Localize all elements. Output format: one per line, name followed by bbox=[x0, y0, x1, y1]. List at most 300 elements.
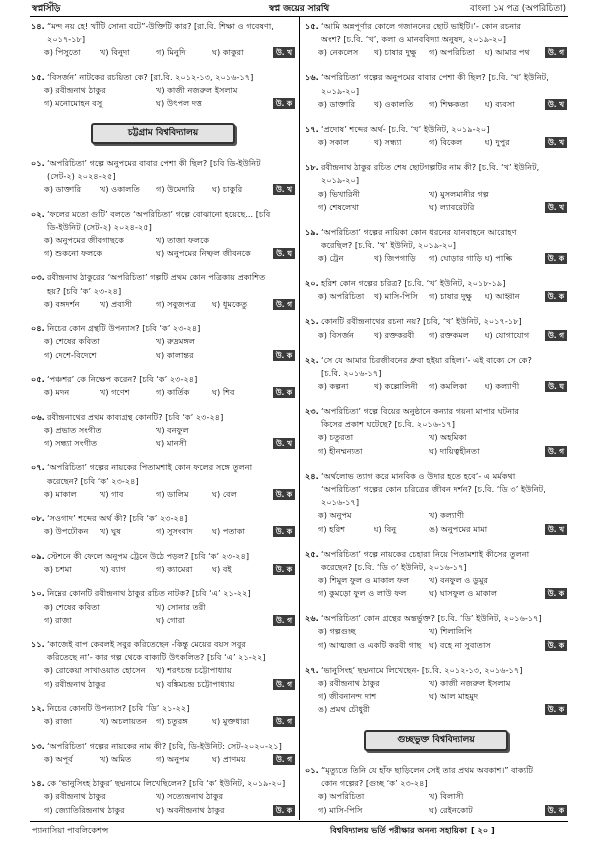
answer-badge: উ. গ bbox=[545, 47, 567, 58]
answer-option: ক) অনুপমের জীবগাছকে bbox=[44, 234, 124, 245]
question-text: কোনটি রবীন্দ্রনাথের রচনা নয়? [চবি, ‘খ’ ইউনিট, ২০১৭-১৮] bbox=[321, 316, 522, 327]
subject-title: বাংলা ১ম পত্র (অপরিচিতা) bbox=[470, 4, 566, 14]
question-number: ১৩. bbox=[31, 740, 45, 751]
answer-option: ঘ) পাল্কি bbox=[484, 253, 513, 264]
options-row bbox=[305, 329, 567, 342]
answer-option: ঘ) দুপুর bbox=[484, 137, 510, 148]
answer-option: ঘ) রেইনকোট bbox=[429, 804, 473, 815]
question-line bbox=[305, 71, 567, 84]
answer-option: ঘ) অনুপমের নিষ্ফল জীবনকে bbox=[156, 248, 251, 259]
options-row bbox=[31, 804, 295, 817]
question-line bbox=[305, 239, 567, 252]
answer-badge: উ. গ bbox=[273, 754, 295, 765]
question-number: ১২. bbox=[31, 703, 45, 714]
question-number: ১৮. bbox=[305, 162, 319, 173]
section-title: চট্টগ্রাম বিশ্ববিদ্যালয় bbox=[91, 123, 235, 144]
answer-badge: উ. গ bbox=[273, 716, 295, 727]
question-line bbox=[31, 740, 295, 753]
question-number: ২৫. bbox=[305, 548, 319, 559]
answer-badge: উ. ক bbox=[273, 387, 295, 398]
answer-option: গ) রবীন্দ্রনাথ ঠাকুর bbox=[44, 678, 106, 689]
options-row bbox=[305, 380, 567, 393]
question-line bbox=[31, 777, 295, 790]
question-text: রবীন্দ্রনাথ ঠাকুরের ‘অপরিচিতা’ গল্পটি প্রথম কোন পত্রিকায় প্রকাশিত bbox=[47, 272, 266, 283]
answer-option: গ) কমলিকা bbox=[429, 381, 467, 392]
answer-option: ক) মাকাল bbox=[44, 488, 77, 499]
question-text: স্টেশনে কী ফেলে অনুপম ট্রেনে উঠে পড়ল? [চবি ‘ক’ ২৩-২৪] bbox=[47, 550, 250, 561]
answer-badge: উ. ক bbox=[545, 588, 567, 599]
answer-option: ঘ) আল মাহমুদ bbox=[429, 690, 479, 701]
answer-option: গ) রাজা bbox=[44, 614, 72, 625]
answer-option: খ) বিনুদা bbox=[100, 47, 130, 58]
answer-option: খ) বনফুল bbox=[156, 424, 189, 435]
answer-option: ক) সকাল bbox=[318, 137, 350, 148]
answer-option: খ) কল্যাণী bbox=[429, 510, 465, 521]
answer-option: খ) শরৎচন্দ্র চট্টোপাধ্যায় bbox=[156, 665, 232, 676]
question-line bbox=[305, 483, 567, 496]
question-number: ০৮. bbox=[31, 513, 45, 524]
question-text: কোন গল্পের? [গুচ্ছ ‘ক’ ২৩-২৪] bbox=[321, 778, 428, 789]
question-number: ২৪. bbox=[305, 470, 319, 481]
answer-option: ক) গল্পগুচ্ছ bbox=[318, 626, 356, 637]
question-text: ‘সে যে আমার চিরজীবনের ধ্রুবা হইয়া রহিল।’- এই বাক্যে সে কে? bbox=[321, 354, 532, 365]
answer-option: ঘ) মানসী bbox=[156, 438, 187, 448]
answer-option: গ) শিক্ষকতা bbox=[429, 98, 469, 109]
question-line bbox=[31, 322, 295, 335]
question-line bbox=[305, 612, 567, 625]
options-row bbox=[305, 188, 567, 201]
options-row bbox=[305, 445, 567, 458]
answer-badge: উ. গ bbox=[273, 679, 295, 690]
question-number: ০৬. bbox=[31, 411, 45, 422]
answer-option: গ) সুসংবাদ bbox=[156, 526, 193, 537]
question-item bbox=[305, 664, 567, 717]
options-row bbox=[305, 46, 567, 59]
answer-option: ঘ) মুক্তধারা bbox=[212, 716, 250, 727]
question-item bbox=[305, 71, 567, 111]
question-text: করেছিল? [চ.বি. ‘খ’ ইউনিট, ২০১৯-২০] bbox=[321, 239, 456, 250]
answer-option: ক) মদন bbox=[44, 387, 70, 398]
options-row bbox=[305, 574, 567, 587]
options-row bbox=[31, 614, 295, 627]
question-text: ‘প্রদোষ’ শব্দের অর্থ- [চ.বি. ‘খ’ ইউনিট, ২০১৯-২০] bbox=[321, 123, 490, 134]
question-item bbox=[305, 226, 567, 266]
question-text: রবীন্দ্রনাথের প্রথম কাব্যগ্রন্থ কোনটি? [চবি ‘ক’ ২৩-২৪] bbox=[47, 411, 224, 422]
question-line bbox=[305, 123, 567, 136]
answer-badge: উ. ক bbox=[273, 350, 295, 361]
question-text: ‘অপরিচিতা’ গল্পের নায়িকা কোন ধরনের যানবাহনে আরোহণ bbox=[321, 226, 517, 237]
options-row bbox=[305, 136, 567, 149]
question-line bbox=[305, 764, 567, 777]
question-line bbox=[305, 470, 567, 483]
question-line bbox=[305, 496, 567, 509]
question-number: ০১. bbox=[305, 765, 319, 776]
answer-option: গ) জ্যোতিরিন্দ্রনাথ ঠাকুর bbox=[44, 804, 125, 815]
question-text: ২০১৯-২০] bbox=[321, 175, 360, 186]
question-number: ২৩. bbox=[305, 406, 319, 417]
answer-option: গ) আত্মজা ও একটি করবী গাছ bbox=[318, 639, 422, 650]
question-number: ০২. bbox=[31, 208, 45, 219]
question-line bbox=[305, 561, 567, 574]
answer-option: খ) কাজী নজরুল ইসলাম bbox=[156, 84, 238, 95]
question-number: ০৪. bbox=[31, 323, 45, 334]
question-item bbox=[305, 161, 567, 214]
answer-option: খ) বিলাসী bbox=[429, 791, 464, 802]
answer-option: খ) ওকালতি bbox=[100, 184, 140, 195]
options-row bbox=[31, 790, 295, 803]
options-row bbox=[305, 625, 567, 638]
question-item bbox=[305, 354, 567, 394]
answer-badge: উ. গ bbox=[273, 299, 295, 310]
answer-option: খ) কল্লোলিনী bbox=[373, 381, 418, 392]
answer-option: গ) অনুপম bbox=[156, 753, 190, 764]
answer-option: গ) মনোমোহন বসু bbox=[44, 98, 103, 109]
options-row bbox=[305, 431, 567, 444]
question-line bbox=[31, 157, 295, 170]
question-text: ‘পঞ্চশর’ কে নিক্ষেপ করেন? [চবি ‘ক’ ২৩-২৪] bbox=[47, 374, 198, 385]
answer-option: খ) অমিত bbox=[100, 753, 132, 764]
answer-badge: উ. খ bbox=[545, 137, 567, 148]
answer-option: ক) অপরিচিতা bbox=[318, 791, 365, 802]
question-text: ২০১৯-২০] bbox=[321, 85, 360, 96]
question-text: রবীন্দ্রনাথ ঠাকুর রচিত শেষ ছোটগল্পটির নাম কী? [চ.বি. ‘খ’ ইউনিট, bbox=[321, 162, 540, 173]
question-text: ২০১৭-১৮] bbox=[47, 34, 86, 45]
section-header bbox=[31, 122, 295, 146]
answer-option: গ) ক্যামেরা bbox=[156, 563, 193, 574]
options-row bbox=[31, 183, 295, 196]
answer-option: খ) বনফুল ও ডুমুর bbox=[429, 574, 489, 585]
answer-option: খ) ঘুষ bbox=[100, 526, 121, 537]
options-row bbox=[31, 234, 295, 247]
question-item bbox=[31, 550, 295, 576]
question-number: ১৫. bbox=[31, 71, 45, 82]
question-item bbox=[305, 764, 567, 817]
question-text: অংশ? [চ.বি. ‘খ’, কলা ও মানববিদ্যা অনুষদ, ২০১৯-২০] bbox=[321, 34, 506, 45]
answer-badge: উ. ঘ bbox=[545, 381, 567, 392]
answer-option: ক) রাজা bbox=[44, 716, 73, 727]
answer-option: গ) হরিশ bbox=[318, 523, 346, 534]
answer-badge: উ. ক bbox=[545, 704, 567, 715]
question-line bbox=[305, 405, 567, 418]
question-number: ২০. bbox=[305, 278, 319, 289]
options-row bbox=[305, 509, 567, 522]
answer-option: খ) শিলালিপি bbox=[429, 626, 473, 637]
answer-option: ঘ) কল্যাণী bbox=[484, 381, 520, 392]
answer-option: ঘ) ল্যাবরেটরি bbox=[429, 201, 475, 212]
answer-option: ঘ) কাকুরা bbox=[212, 47, 244, 58]
answer-badge: উ. ক bbox=[273, 526, 295, 537]
answer-badge: উ. গ bbox=[273, 615, 295, 626]
options-row bbox=[31, 525, 295, 538]
answer-option: ক) রবীন্দ্রনাথ ঠাকুর bbox=[44, 791, 106, 802]
answer-option: ক) ডাক্তারি bbox=[44, 184, 82, 195]
options-row bbox=[305, 290, 567, 303]
answer-badge: উ. খ bbox=[273, 438, 295, 449]
answer-option: খ) কাজী নজরুল ইসলাম bbox=[429, 677, 511, 688]
answer-option: ক) রোকেয়া সাখাওয়াত হোসেন bbox=[44, 665, 146, 676]
question-number: ০৯. bbox=[31, 550, 45, 561]
question-line bbox=[31, 20, 295, 33]
footer-tagline: বিশ্ববিদ্যালয় ভর্তি পরীক্ষার অনন্য সহায়িকা bbox=[330, 825, 467, 835]
options-row bbox=[305, 587, 567, 600]
question-item bbox=[305, 612, 567, 652]
options-row bbox=[31, 97, 295, 110]
question-number: ১৬. bbox=[305, 72, 319, 83]
answer-option: গ) সন্ধ্যা সংগীত bbox=[44, 438, 98, 448]
answer-badge: উ. গ bbox=[545, 330, 567, 341]
question-line bbox=[31, 71, 295, 84]
series-title: স্বপ্নসিঁড়ি bbox=[32, 4, 61, 14]
question-number: ২৭. bbox=[305, 664, 319, 675]
options-row bbox=[31, 46, 295, 59]
answer-badge: উ. ক bbox=[273, 564, 295, 575]
options-row bbox=[305, 252, 567, 265]
options-row bbox=[305, 790, 567, 803]
question-line bbox=[31, 373, 295, 386]
options-row bbox=[31, 247, 295, 260]
options-row bbox=[31, 753, 295, 766]
answer-badge: উ. খ bbox=[545, 99, 567, 110]
question-line bbox=[31, 170, 295, 183]
question-line bbox=[31, 512, 295, 525]
answer-option: ঘ) বেল bbox=[212, 488, 237, 499]
options-row bbox=[31, 84, 295, 97]
question-text: হরিশ কোন গল্পের চরিত্র? [চ.বি. ‘খ’ ইউনিট, ২০১৮-১৯] bbox=[321, 278, 506, 289]
question-line bbox=[31, 651, 295, 664]
answer-option: খ) মুসলমানীর গল্প bbox=[429, 188, 489, 199]
answer-option: ঘ) বহে না সুবাতাস bbox=[429, 639, 491, 650]
footer-tagline-group bbox=[330, 823, 495, 838]
options-row bbox=[31, 386, 295, 399]
answer-option: ঘ) বিনু bbox=[373, 523, 397, 534]
question-line bbox=[31, 271, 295, 284]
answer-option: ক) শেষের কবিতা bbox=[44, 601, 100, 612]
question-line bbox=[305, 315, 567, 328]
options-row bbox=[31, 349, 295, 362]
answer-option: গ) চাষার দুক্ষু bbox=[429, 291, 472, 302]
publisher-name: প্যানাসিয়া পাবলিকেশন্স bbox=[32, 825, 109, 835]
question-text: [চ.বি. ২০১৬-১৭] bbox=[321, 367, 382, 378]
answer-option: ক) শেষের কবিতা bbox=[44, 336, 100, 347]
answer-badge: উ. খ bbox=[273, 47, 295, 58]
answer-option: ক) রবীন্দ্রনাথ ঠাকুর bbox=[318, 677, 380, 688]
question-item bbox=[31, 71, 295, 111]
options-row bbox=[31, 715, 295, 728]
question-item bbox=[31, 512, 295, 538]
answer-option: খ) সত্যেন্দ্রনাথ ঠাকুর bbox=[156, 791, 224, 802]
question-number: ১৪. bbox=[31, 21, 45, 31]
options-row bbox=[305, 639, 567, 652]
answer-option: খ) অচলায়তন bbox=[100, 716, 148, 727]
question-text: করিতেছে না’- কার গল্প থেকে বাক্যটি উৎকলিত? [চবি ‘এ’ ২১-২২] bbox=[47, 652, 266, 663]
answer-option: ক) প্রভাত সংগীত bbox=[44, 424, 102, 435]
options-row bbox=[305, 804, 567, 817]
question-line bbox=[305, 226, 567, 239]
question-line bbox=[31, 208, 295, 221]
question-text: ডি-ইউনিট (সেট-২) ২০২৪-২৫] bbox=[47, 221, 152, 232]
question-line bbox=[31, 638, 295, 651]
question-item bbox=[31, 461, 295, 501]
question-line bbox=[305, 161, 567, 174]
question-text: নিচের কোনটি উপন্যাস? [চবি ‘ডি’ ২১-২২] bbox=[47, 703, 190, 714]
answer-option: গ) দেশে-বিদেশে bbox=[44, 349, 97, 360]
question-line bbox=[305, 418, 567, 431]
question-item bbox=[305, 548, 567, 601]
answer-option: ঘ) গোরা bbox=[156, 614, 185, 625]
answer-badge: উ. ক bbox=[273, 489, 295, 500]
answer-badge: উ. ক bbox=[545, 805, 567, 816]
options-row bbox=[31, 563, 295, 576]
answer-option: ঘ) যোগাযোগ bbox=[484, 329, 530, 340]
question-line bbox=[305, 354, 567, 367]
answer-option: গ) জীবনানন্দ দাশ bbox=[318, 690, 377, 701]
right-column bbox=[305, 20, 567, 817]
section-title: গুচ্ছভুক্ত বিশ্ববিদ্যালয় bbox=[364, 730, 508, 751]
question-line bbox=[31, 285, 295, 298]
question-line bbox=[305, 548, 567, 561]
answer-option: ক) অপরিচিতা bbox=[318, 291, 365, 302]
question-item bbox=[305, 470, 567, 536]
column-divider bbox=[299, 17, 300, 820]
answer-option: ঘ) শিব bbox=[212, 387, 235, 398]
answer-badge: উ. ক bbox=[545, 291, 567, 302]
question-item bbox=[305, 123, 567, 149]
question-item bbox=[31, 638, 295, 691]
options-row bbox=[31, 664, 295, 677]
options-row bbox=[31, 488, 295, 501]
running-header bbox=[30, 3, 568, 17]
answer-badge: উ. ক bbox=[545, 253, 567, 264]
answer-option: খ) গণেশ bbox=[100, 387, 130, 398]
answer-option: ঙ) অনুপমের মামা bbox=[429, 523, 488, 534]
page-number: [ ২০ ] bbox=[470, 825, 495, 835]
question-text: ‘ভানুসিংহ’ ছদ্মনামে লিখেছেন- [চ.বি. ২০১২-১৩, ২০১৬-১৭] bbox=[321, 664, 523, 675]
question-text: (সেট-২) ২০২৪-২৫] bbox=[47, 170, 116, 181]
options-row bbox=[305, 98, 567, 111]
question-text: ‘অপরিচিতা’ গল্পে অনুপমের বাবার পেশা কী ছিল? [চবি ডি-ইউনিট bbox=[47, 157, 261, 168]
answer-option: ঘ) চাকুরি bbox=[212, 184, 243, 195]
question-text: কে ‘ভানুসিংহ ঠাকুর’ ছদ্মনামে লিখেছিলেন? [চবি ‘ক’ ইউনিট, ২০১৯-২০] bbox=[47, 778, 286, 789]
answer-option: ক) শিমুল ফুল ও মাকাল ফল bbox=[318, 574, 410, 585]
answer-badge: উ. গ bbox=[545, 446, 567, 457]
question-item bbox=[31, 777, 295, 817]
answer-option: গ) হীনম্মন্যতা bbox=[318, 445, 363, 456]
options-row bbox=[31, 601, 295, 614]
question-item bbox=[31, 740, 295, 766]
answer-option: ঘ) উৎপল দত্ত bbox=[156, 98, 203, 109]
options-row bbox=[305, 523, 567, 536]
answer-option: খ) অহমিকা bbox=[429, 432, 467, 443]
answer-option: গ) কার্তিক bbox=[156, 387, 190, 398]
left-column bbox=[31, 20, 295, 817]
question-text: কিসের প্রকাশ ঘটেছে? [চ.বি. ২০১৬-১৭] bbox=[321, 419, 455, 430]
answer-option: ঘ) ধূমকেতু bbox=[212, 298, 248, 309]
question-line bbox=[305, 777, 567, 790]
answer-option: ঘ) পতাকা bbox=[212, 526, 246, 537]
question-line bbox=[31, 475, 295, 488]
question-number: ০১. bbox=[31, 157, 45, 168]
question-line bbox=[305, 367, 567, 380]
question-text: “মন্দ নয় হে! খাঁটি সোনা বটে”-উক্তিটি কার? [রা.বি. শিক্ষা ও গবেষণা, bbox=[47, 21, 274, 31]
answer-option: খ) ওকালতি bbox=[373, 98, 414, 109]
question-item bbox=[305, 315, 567, 341]
answer-option: ক) বঙ্গদর্শন bbox=[44, 298, 80, 309]
answer-option: ক) ভিখারিনী bbox=[318, 188, 360, 199]
answer-badge: উ. খ bbox=[545, 524, 567, 535]
answer-option: খ) রক্তকরবী bbox=[373, 329, 415, 340]
question-text: হয়? [চবি ‘ক’ ২৩-২৪] bbox=[47, 285, 122, 296]
question-item bbox=[305, 405, 567, 458]
question-number: ১০. bbox=[31, 588, 45, 599]
question-number: ১১. bbox=[31, 639, 45, 650]
question-line bbox=[305, 277, 567, 290]
answer-option: ঘ) আমার পথ bbox=[484, 47, 530, 58]
answer-option: ক) চশমা bbox=[44, 563, 72, 574]
question-item bbox=[31, 20, 295, 60]
question-line bbox=[31, 587, 295, 600]
question-text: করেছেন? [চবি ‘ক’ ২৩-২৪] bbox=[47, 475, 139, 486]
question-text: ‘সওগাদ’ শব্দের অর্থ কী? [চবি ‘ক’ ২৩-২৪] bbox=[47, 513, 188, 524]
question-number: ০৭. bbox=[31, 462, 45, 473]
question-text: ২০১৬-১৭] bbox=[321, 497, 360, 508]
answer-option: গ) সবুজপত্র bbox=[156, 298, 197, 309]
question-line bbox=[305, 85, 567, 98]
tagline-title: স্বপ্ন জয়ের সারথি bbox=[268, 4, 330, 14]
answer-option: খ) সন্ধ্যা bbox=[373, 137, 402, 148]
question-number: ১৫. bbox=[305, 21, 319, 31]
answer-option: ঘ) ব্যবসা bbox=[484, 98, 515, 109]
question-item bbox=[31, 271, 295, 311]
question-line bbox=[31, 221, 295, 234]
answer-option: গ) রক্তকমল bbox=[429, 329, 469, 340]
answer-option: খ) জিপগাড়ি bbox=[373, 253, 416, 264]
question-item bbox=[31, 157, 295, 197]
question-number: ২২. bbox=[305, 354, 319, 365]
question-text: নিম্নের কোনটি রবীন্দ্রনাথ ঠাকুর রচিত নাটক? [চবি ‘এ’ ২১-২২] bbox=[47, 588, 251, 599]
question-line bbox=[31, 33, 295, 46]
answer-option: গ) মিনুদি bbox=[156, 47, 186, 58]
answer-option: ক) চতুরতা bbox=[318, 432, 354, 443]
answer-option: ক) ডাক্তারি bbox=[318, 98, 356, 109]
options-row bbox=[31, 437, 295, 450]
answer-option: গ) শুকনো ফলকে bbox=[44, 248, 103, 259]
question-item bbox=[305, 277, 567, 303]
question-text: “মৃত্যুতে তিনি যে হাঁফ ছাড়িলেন সেই তার প্রথম অবকাশ।” বাক্যটি bbox=[321, 765, 533, 776]
question-line bbox=[31, 411, 295, 424]
question-text: ‘অপরিচিতা’ গল্পের নায়কের পিতামশাই কোন ফলের সঙ্গে তুলনা bbox=[47, 462, 253, 473]
options-row bbox=[31, 298, 295, 311]
options-row bbox=[305, 201, 567, 214]
question-item bbox=[31, 322, 295, 362]
answer-option: খ) তাজা ফলকে bbox=[156, 234, 210, 245]
question-text: ‘ফলের মতো গুটি’ বলতে ‘অপরিচিতা’ গল্পে বোঝানো হয়েছে... [চবি bbox=[47, 208, 271, 219]
question-text: করেছেন? [চ.বি. ‘ডি ৩’ ইউনিট, ২০১৬-১৭] bbox=[321, 561, 467, 572]
answer-option: ঘ) বই bbox=[212, 563, 232, 574]
question-number: ১৯. bbox=[305, 226, 319, 237]
answer-badge: উ. ক bbox=[273, 98, 295, 109]
answer-option: ঙ) প্রমথ চৌধুরী bbox=[318, 704, 370, 715]
question-number: ০৩. bbox=[31, 272, 45, 283]
answer-option: খ) চাষার দুক্ষু bbox=[373, 47, 417, 58]
question-line bbox=[305, 664, 567, 677]
question-line bbox=[305, 33, 567, 46]
options-row bbox=[305, 677, 567, 690]
answer-option: গ) চতুরঙ্গ bbox=[156, 716, 188, 727]
question-item bbox=[31, 587, 295, 627]
question-item bbox=[31, 702, 295, 728]
answer-option: ঘ) দায়িত্বহীনতা bbox=[429, 445, 480, 456]
question-number: ১৪. bbox=[31, 778, 45, 789]
